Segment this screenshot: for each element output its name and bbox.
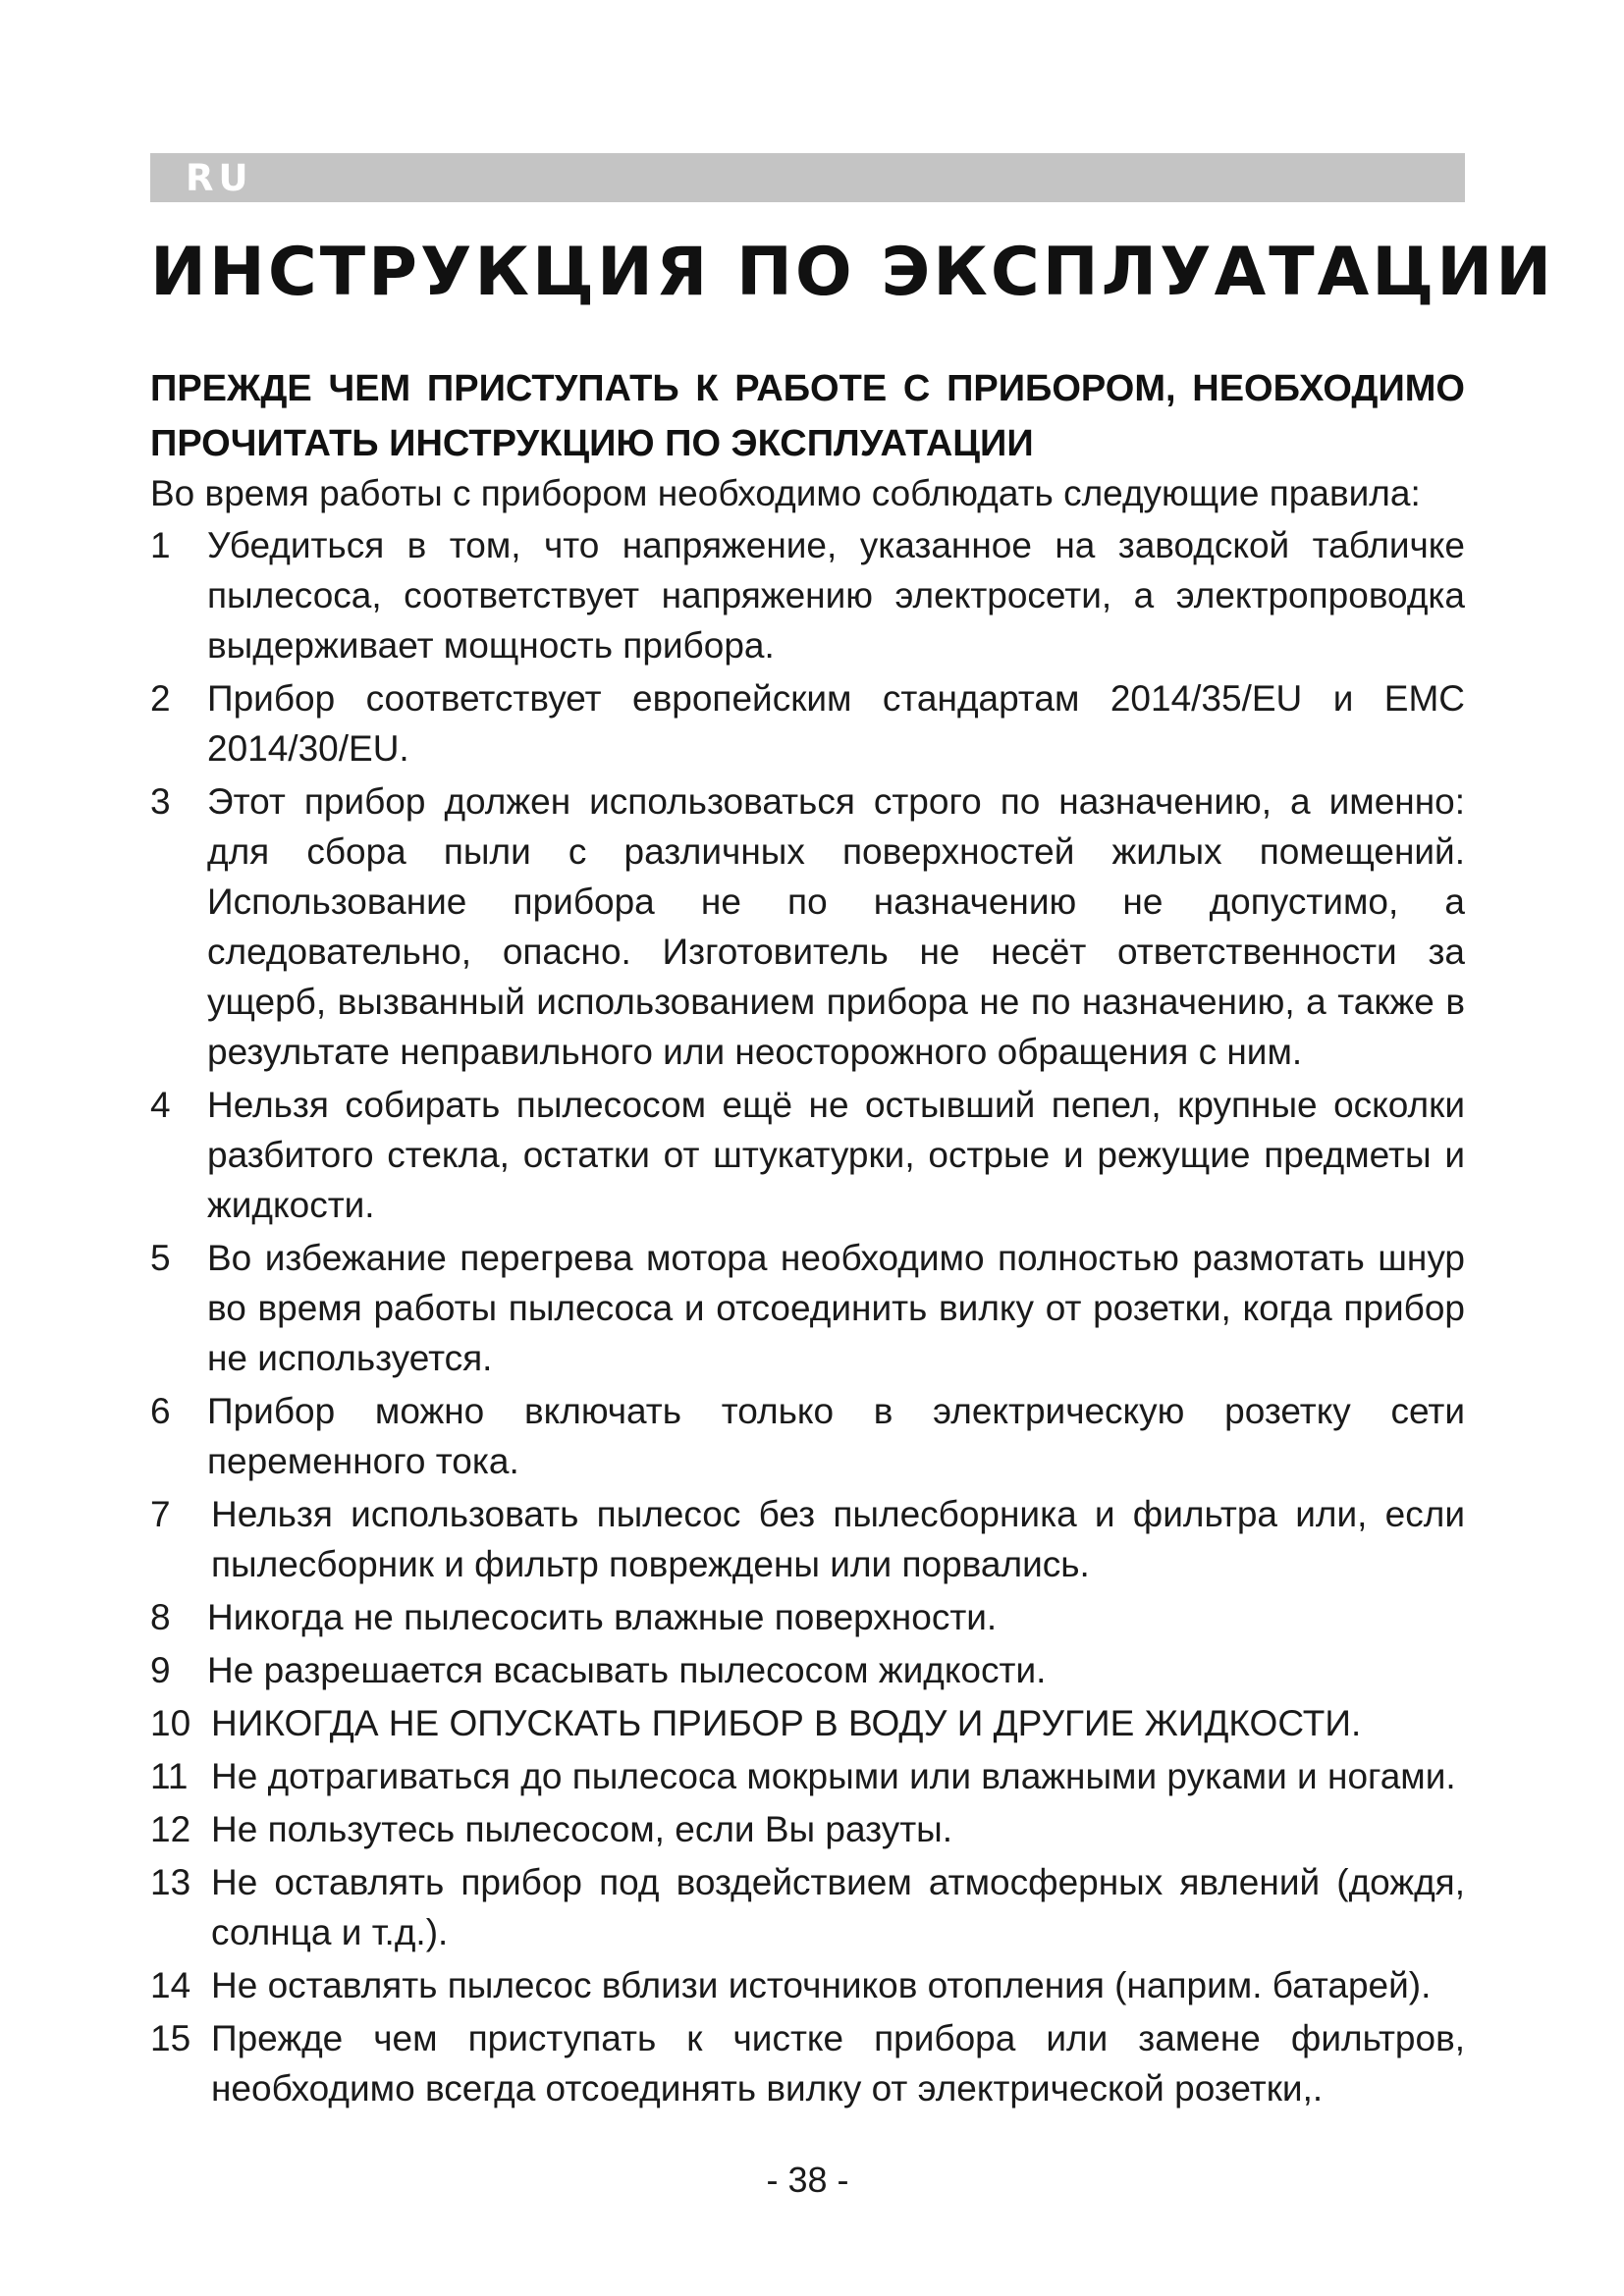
list-item [150, 1645, 1465, 1695]
list-item-number: 8 [150, 1597, 171, 1637]
list-item [150, 776, 1465, 1077]
page-title: ИНСТРУКЦИЯ ПО ЭКСПЛУАТАЦИИ [150, 234, 1555, 311]
list-item-text: Этот прибор должен использоваться строго по назначению, а именно: для сбора пыли с различных поверхностей жилых помещений. Использование прибора не по назначению не допустимо, а следовательно, опасно. Изготовитель не несёт ответственности за ущерб, вызванный использованием прибора не по назначению, а также в результате неправильного или неосторожного обращения с ним. [207, 781, 1465, 1072]
list-item-number: 13 [150, 1862, 191, 1902]
list-item [150, 1751, 1465, 1801]
list-item-number: 7 [150, 1494, 171, 1534]
intro-text: Во время работы с прибором необходимо соблюдать следующие правила: [150, 473, 1421, 513]
list-item [150, 1233, 1465, 1383]
list-item [150, 673, 1465, 774]
list-item-text: НИКОГДА НЕ ОПУСКАТЬ ПРИБОР В ВОДУ И ДРУГИЕ ЖИДКОСТИ. [211, 1703, 1362, 1743]
list-item-number: 1 [150, 525, 171, 565]
warning-heading: ПРЕЖДЕ ЧЕМ ПРИСТУПАТЬ К РАБОТЕ С ПРИБОРОМ, НЕОБХОДИМО ПРОЧИТАТЬ ИНСТРУКЦИЮ ПО ЭКСПЛУАТАЦИИ [150, 368, 1465, 464]
list-item [150, 520, 1465, 670]
page-number: - 38 - [766, 2160, 849, 2200]
list-item-text: Не пользутесь пылесосом, если Вы разуты. [211, 1809, 953, 1849]
list-item-number: 5 [150, 1238, 171, 1278]
list-item [150, 1857, 1465, 1957]
list-item-text: Не дотрагиваться до пылесоса мокрыми или влажными руками и ногами. [211, 1756, 1456, 1796]
list-item [150, 1386, 1465, 1486]
language-code: RU [186, 157, 253, 199]
list-item-text: Не оставлять пылесос вблизи источников отопления (наприм. батарей). [211, 1965, 1432, 2005]
list-item-text: Никогда не пылесосить влажные поверхности. [207, 1597, 998, 1637]
list-item-text: Нельзя использовать пылесос без пылесборника и фильтра или, если пылесборник и фильтр повреждены или порвались. [211, 1494, 1465, 1584]
language-bar [150, 153, 1465, 202]
list-item-number: 9 [150, 1650, 171, 1690]
list-item [150, 2013, 1465, 2113]
list-item-text: Прежде чем приступать к чистке прибора или замене фильтров, необходимо всегда отсоединять вилку от электрической розетки,. [211, 2018, 1465, 2109]
rules-list [150, 520, 1465, 2116]
list-item [150, 1592, 1465, 1642]
list-item-number: 14 [150, 1965, 191, 2005]
list-item [150, 1960, 1465, 2010]
list-item [150, 1489, 1465, 1589]
list-item-text: Прибор соответствует европейским стандартам 2014/35/EU и EMC 2014/30/EU. [207, 678, 1465, 769]
list-item-number: 11 [150, 1756, 189, 1796]
list-item-number: 4 [150, 1085, 171, 1125]
list-item-text: Во избежание перегрева мотора необходимо полностью размотать шнур во время работы пылесоса и отсоединить вилку от розетки, когда прибор не используется. [207, 1238, 1465, 1378]
list-item [150, 1804, 1465, 1854]
list-item-number: 10 [150, 1703, 191, 1743]
list-item-number: 3 [150, 781, 171, 822]
list-item-text: Прибор можно включать только в электрическую розетку сети переменного тока. [207, 1391, 1465, 1481]
list-item-number: 15 [150, 2018, 191, 2058]
list-item-number: 12 [150, 1809, 191, 1849]
list-item-number: 6 [150, 1391, 171, 1431]
list-item-text: Убедиться в том, что напряжение, указанное на заводской табличке пылесоса, соответствует напряжению электросети, а электропроводка выдерживает мощность прибора. [207, 525, 1465, 666]
list-item [150, 1698, 1465, 1748]
list-item [150, 1080, 1465, 1230]
list-item-number: 2 [150, 678, 171, 719]
list-item-text: Не разрешается всасывать пылесосом жидкости. [207, 1650, 1047, 1690]
list-item-text: Не оставлять прибор под воздействием атмосферных явлений (дождя, солнца и т.д.). [211, 1862, 1465, 1952]
list-item-text: Нельзя собирать пылесосом ещё не остывший пепел, крупные осколки разбитого стекла, остатки от штукатурки, острые и режущие предметы и жидкости. [207, 1085, 1465, 1225]
